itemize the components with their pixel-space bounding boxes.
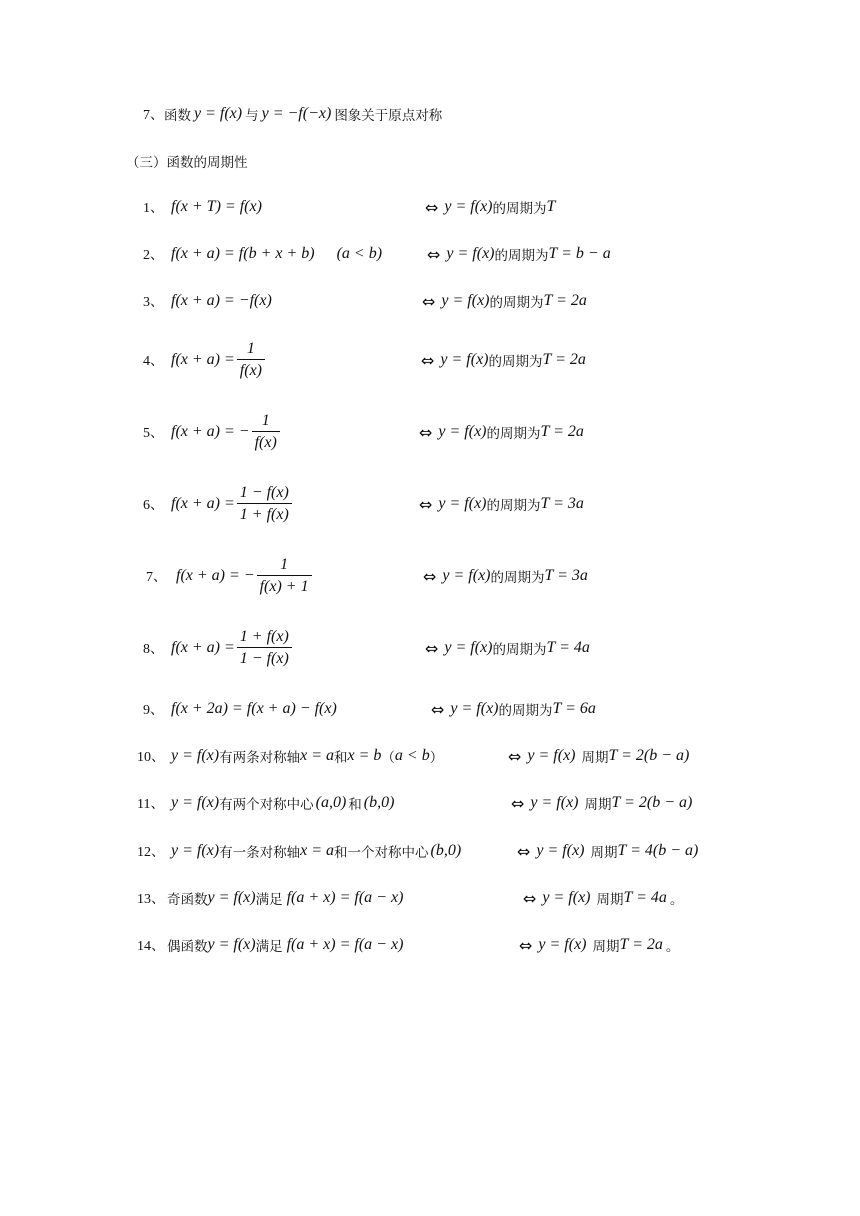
text: 偶函数 (167, 939, 208, 955)
function-expression: y = f(x) (171, 794, 220, 811)
period-result-6 (419, 494, 584, 514)
period-result-12 (517, 841, 698, 861)
condition-expression: f(x + a) = f(b + x + b) (171, 245, 315, 262)
equivalence-arrow-icon: ⇔ (425, 638, 439, 658)
equivalence-arrow-icon: ⇔ (508, 746, 522, 766)
period-value: T = 2a (619, 936, 663, 953)
text: 的周期为 (488, 354, 543, 370)
text: （ (381, 750, 395, 766)
text: 周期 (581, 750, 609, 766)
period-value: T = 2(b − a) (608, 747, 690, 764)
item-number: 12、 (137, 845, 165, 860)
text: 。 (669, 892, 684, 908)
fraction-numerator: 1 + f(x) (239, 628, 289, 645)
period-result-8 (425, 638, 590, 658)
section-heading: （三）函数的周期性 (126, 155, 248, 171)
fraction-denominator: f(x) (252, 431, 280, 451)
text: 周期 (596, 892, 624, 908)
period-rule-2 (143, 244, 382, 264)
period-result-13 (523, 888, 683, 908)
period-rule-12 (137, 841, 463, 861)
text: 的周期为 (486, 498, 541, 514)
period-result-9 (431, 699, 596, 719)
equivalence-arrow-icon: ⇔ (523, 888, 537, 908)
period-value: T = b − a (548, 245, 611, 262)
math-expression: y = f(x) (194, 105, 243, 122)
item-number: 9、 (143, 703, 164, 718)
function-expression: y = f(x) (527, 747, 576, 764)
text: 周期 (584, 797, 612, 813)
math-expression: f(a + x) = f(a − x) (286, 936, 404, 953)
item-number: 3、 (143, 295, 164, 310)
function-expression: y = f(x) (538, 936, 587, 953)
text: 有两条对称轴 (219, 750, 301, 766)
text: 满足 (255, 892, 283, 908)
equivalence-arrow-icon: ⇔ (423, 566, 437, 586)
text: 有两个对称中心 (219, 797, 314, 813)
period-rule-6 (143, 484, 294, 523)
math-expression: (b,0) (363, 794, 395, 811)
text: 的周期为 (486, 426, 541, 442)
function-expression: y = f(x) (441, 292, 490, 309)
text: ） (429, 750, 444, 766)
math-expression: x = a (300, 842, 335, 859)
fraction-numerator: 1 (280, 556, 289, 573)
function-expression: y = f(x) (530, 794, 579, 811)
fraction-denominator: f(x) (237, 359, 265, 379)
equivalence-arrow-icon: ⇔ (425, 197, 439, 217)
text: 有一条对称轴 (219, 845, 301, 861)
equivalence-arrow-icon: ⇔ (511, 793, 525, 813)
function-expression: y = f(x) (207, 936, 256, 953)
function-expression: y = f(x) (444, 639, 493, 656)
period-value: T = 2a (542, 351, 586, 368)
period-result-1 (425, 197, 555, 217)
symmetry-line-7 (143, 104, 442, 124)
period-rule-3 (143, 291, 272, 311)
item-number: 2、 (143, 248, 164, 263)
math-expression: x = b (347, 747, 382, 764)
function-expression: y = f(x) (536, 842, 585, 859)
equivalence-arrow-icon: ⇔ (427, 244, 441, 264)
text: 的周期为 (489, 295, 544, 311)
fraction (252, 412, 280, 451)
period-value: T = 6a (552, 700, 596, 717)
function-expression: y = f(x) (446, 245, 495, 262)
period-result-14 (519, 935, 679, 955)
text: 周期 (592, 939, 620, 955)
function-expression: y = f(x) (438, 495, 487, 512)
fraction (237, 340, 265, 379)
fraction (237, 628, 292, 667)
period-result-7 (423, 566, 588, 586)
condition-lhs: f(x + a) = − (171, 422, 250, 440)
text: 的周期为 (498, 703, 553, 719)
period-rule-11 (137, 793, 396, 813)
period-rule-14 (137, 935, 403, 955)
item-number: 5、 (143, 425, 164, 441)
fraction-numerator: 1 − f(x) (239, 484, 289, 501)
text: 和 (334, 750, 348, 766)
period-result-3 (422, 291, 587, 311)
text: 的周期为 (494, 248, 549, 264)
item-number: 8、 (143, 641, 164, 657)
fraction (257, 556, 312, 595)
function-expression: y = f(x) (442, 567, 491, 584)
period-rule-10 (137, 746, 443, 766)
item-number: 7、 (143, 108, 164, 123)
period-rule-5 (143, 412, 282, 451)
fraction-denominator: 1 − f(x) (237, 647, 292, 667)
period-value: T (546, 198, 556, 215)
function-expression: y = f(x) (542, 889, 591, 906)
period-value: T = 4a (546, 639, 590, 656)
math-expression: y = −f(−x) (261, 105, 332, 122)
item-number: 10、 (137, 750, 165, 765)
text: 函数 (164, 108, 191, 124)
function-expression: y = f(x) (444, 198, 493, 215)
text: 满足 (255, 939, 283, 955)
condition-expression: f(x + a) = −f(x) (171, 292, 272, 309)
function-expression: y = f(x) (171, 747, 220, 764)
item-number: 13、 (137, 892, 165, 907)
function-expression: y = f(x) (438, 423, 487, 440)
item-number: 11、 (137, 797, 165, 812)
text: 。 (665, 939, 680, 955)
item-number: 7、 (146, 569, 167, 585)
condition-expression: f(x + T) = f(x) (171, 198, 262, 215)
constraint-expression: (a < b) (336, 245, 383, 262)
fraction-numerator: 1 (246, 340, 255, 357)
period-rule-4 (143, 340, 267, 379)
text: 和一个对称中心 (334, 845, 429, 861)
equivalence-arrow-icon: ⇔ (422, 291, 436, 311)
condition-lhs: f(x + a) = (171, 350, 235, 368)
equivalence-arrow-icon: ⇔ (517, 841, 531, 861)
period-rule-13 (137, 888, 403, 908)
period-result-10 (508, 746, 689, 766)
condition-lhs: f(x + a) = (171, 638, 235, 656)
text: 的周期为 (492, 642, 547, 658)
period-value: T = 4(b − a) (617, 842, 699, 859)
period-value: T = 2a (540, 423, 584, 440)
equivalence-arrow-icon: ⇔ (431, 699, 445, 719)
item-number: 1、 (143, 201, 164, 216)
condition-lhs: f(x + a) = − (176, 566, 255, 584)
text: 奇函数 (167, 892, 208, 908)
math-expression: (a,0) (315, 794, 347, 811)
period-result-4 (421, 350, 586, 370)
equivalence-arrow-icon: ⇔ (421, 350, 435, 370)
period-rule-8 (143, 628, 294, 667)
equivalence-arrow-icon: ⇔ (419, 494, 433, 514)
fraction-denominator: f(x) + 1 (257, 575, 312, 595)
fraction (237, 484, 292, 523)
math-expression: a < b (394, 747, 430, 764)
text: 与 (245, 108, 259, 124)
period-result-5 (419, 422, 584, 442)
period-rule-7 (146, 556, 314, 595)
function-expression: y = f(x) (171, 842, 220, 859)
item-number: 4、 (143, 353, 164, 369)
text: 周期 (590, 845, 618, 861)
math-expression: f(a + x) = f(a − x) (286, 889, 404, 906)
math-expression: x = a (300, 747, 335, 764)
function-expression: y = f(x) (450, 700, 499, 717)
condition-lhs: f(x + a) = (171, 494, 235, 512)
text: 的周期为 (490, 570, 545, 586)
period-rule-1 (143, 197, 262, 217)
condition-expression: f(x + 2a) = f(x + a) − f(x) (171, 700, 337, 717)
period-result-11 (511, 793, 692, 813)
text: 的周期为 (492, 201, 547, 217)
function-expression: y = f(x) (440, 351, 489, 368)
period-value: T = 2a (543, 292, 587, 309)
fraction-denominator: 1 + f(x) (237, 503, 292, 523)
period-result-2 (427, 244, 611, 264)
text: 图象关于原点对称 (334, 108, 443, 124)
period-value: T = 4a (623, 889, 667, 906)
function-expression: y = f(x) (207, 889, 256, 906)
equivalence-arrow-icon: ⇔ (419, 422, 433, 442)
period-rule-9 (143, 699, 337, 719)
period-value: T = 2(b − a) (611, 794, 693, 811)
fraction-numerator: 1 (261, 412, 270, 429)
text: 和 (348, 797, 362, 813)
item-number: 6、 (143, 497, 164, 513)
item-number: 14、 (137, 939, 165, 954)
period-value: T = 3a (544, 567, 588, 584)
math-expression: (b,0) (430, 842, 462, 859)
equivalence-arrow-icon: ⇔ (519, 935, 533, 955)
period-value: T = 3a (540, 495, 584, 512)
